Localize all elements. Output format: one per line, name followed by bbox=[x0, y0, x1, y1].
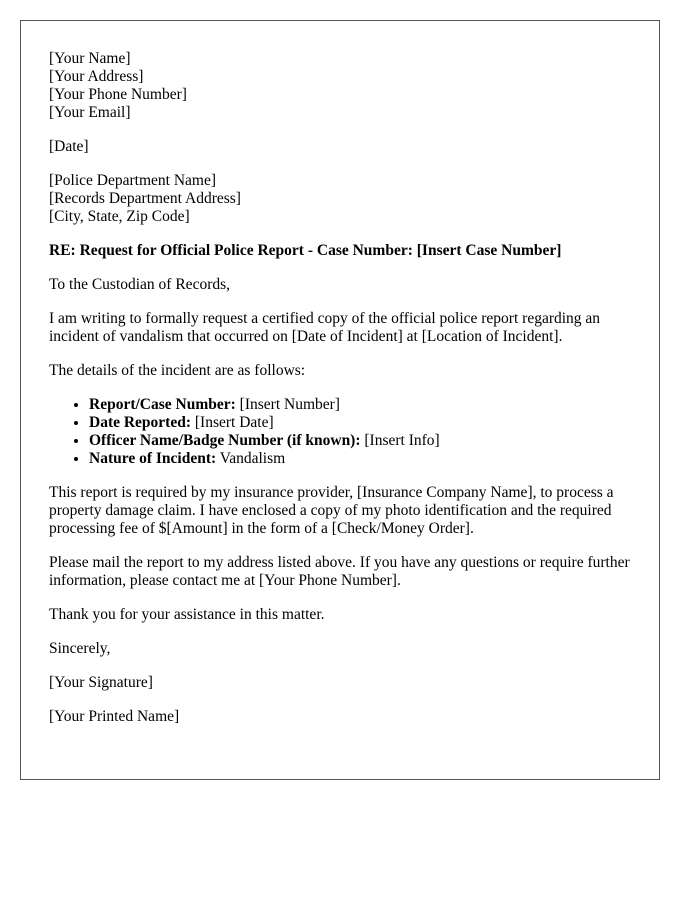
recipient-city-state-zip: [City, State, Zip Code] bbox=[49, 208, 190, 225]
mail-paragraph: Please mail the report to my address listed above. If you have any questions or require further information, please contact me at [Your Phone Number]. bbox=[49, 554, 630, 589]
sender-name: [Your Name] bbox=[49, 50, 131, 67]
closing: Sincerely, bbox=[49, 640, 111, 657]
sender-email: [Your Email] bbox=[49, 104, 131, 121]
recipient-address: [Records Department Address] bbox=[49, 190, 241, 207]
detail-label: Date Reported: bbox=[89, 414, 192, 431]
list-item bbox=[89, 450, 649, 468]
recipient-department: [Police Department Name] bbox=[49, 172, 216, 189]
incident-details-list bbox=[49, 396, 649, 468]
detail-value: [Insert Info] bbox=[360, 432, 440, 449]
detail-label: Nature of Incident: bbox=[89, 450, 217, 467]
recipient-block bbox=[49, 172, 649, 226]
detail-label: Officer Name/Badge Number (if known): bbox=[89, 432, 361, 449]
salutation: To the Custodian of Records, bbox=[49, 276, 231, 293]
detail-value: [Insert Number] bbox=[235, 396, 340, 413]
insurance-paragraph: This report is required by my insurance provider, [Insurance Company Name], to process a property damage claim. I have enclosed a copy of my photo identification and the required processing fee of $[Amount] in the form of a [Check/Money Order]. bbox=[49, 484, 614, 537]
signature: [Your Signature] bbox=[49, 674, 153, 691]
letter-date: [Date] bbox=[49, 138, 89, 155]
sender-address: [Your Address] bbox=[49, 68, 144, 85]
sender-phone: [Your Phone Number] bbox=[49, 86, 187, 103]
sender-block bbox=[49, 50, 649, 122]
list-item bbox=[89, 396, 649, 414]
detail-label: Report/Case Number: bbox=[89, 396, 236, 413]
detail-value: [Insert Date] bbox=[191, 414, 274, 431]
intro-paragraph: I am writing to formally request a certified copy of the official police report regarding an incident of vandalism that occurred on [Date of Incident] at [Location of Incident]. bbox=[49, 310, 601, 345]
list-item bbox=[89, 432, 649, 450]
subject-line: RE: Request for Official Police Report - Case Number: [Insert Case Number] bbox=[49, 242, 562, 259]
letter-page bbox=[20, 20, 660, 780]
detail-value: Vandalism bbox=[216, 450, 286, 467]
printed-name: [Your Printed Name] bbox=[49, 708, 180, 725]
list-item bbox=[89, 414, 649, 432]
thanks-paragraph: Thank you for your assistance in this matter. bbox=[49, 606, 325, 623]
letter-content bbox=[49, 50, 649, 742]
details-intro: The details of the incident are as follows: bbox=[49, 362, 306, 379]
